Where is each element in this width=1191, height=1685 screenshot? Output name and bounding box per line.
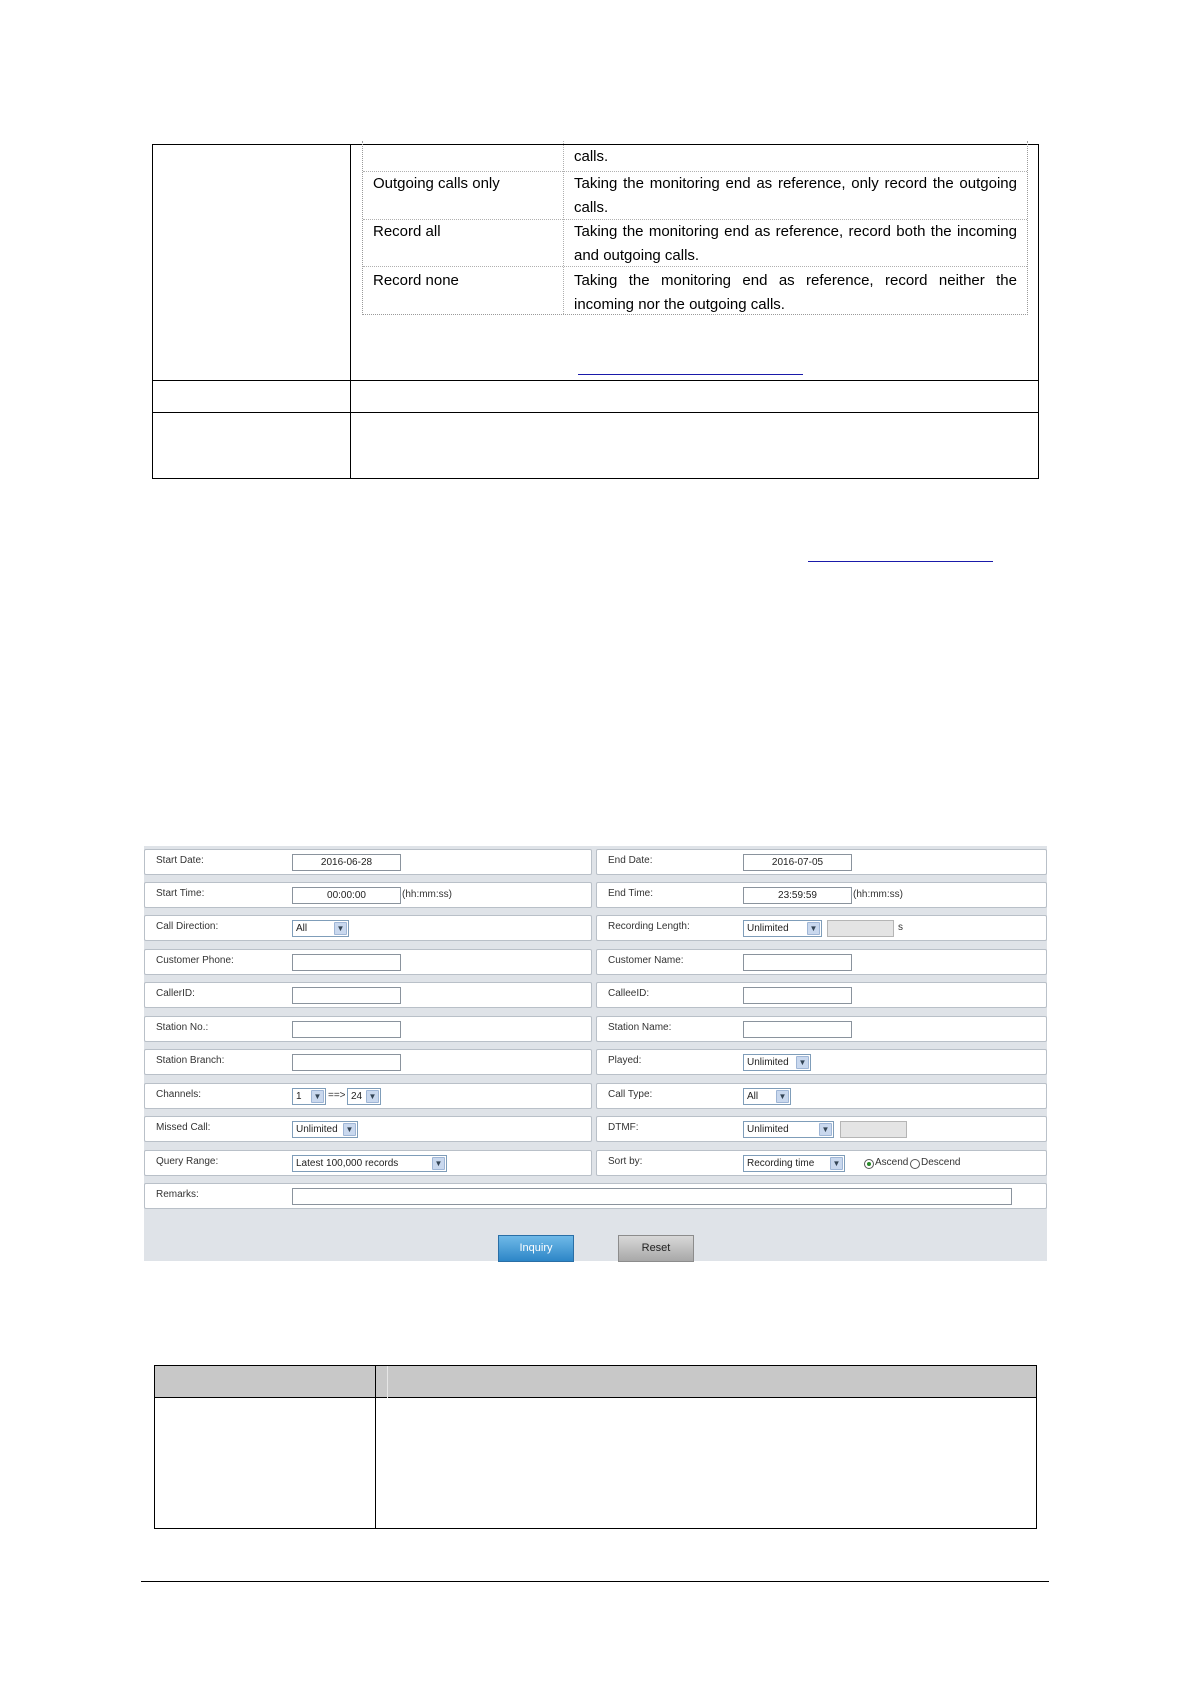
remarks-label: Remarks: xyxy=(156,1189,199,1200)
channels-label: Channels: xyxy=(156,1089,202,1100)
caller-id-label: CallerID: xyxy=(156,988,195,999)
table-row-divider xyxy=(152,412,1039,413)
form-row-right xyxy=(596,949,1047,975)
recording-length-select[interactable] xyxy=(743,920,822,937)
missed-call-label: Missed Call: xyxy=(156,1122,211,1133)
form-row-left xyxy=(144,1150,592,1176)
header-highlight-line xyxy=(387,1366,388,1398)
dtmf-value: Unlimited xyxy=(747,1124,789,1135)
form-row-left xyxy=(144,1016,592,1042)
chevron-down-icon[interactable]: ▼ xyxy=(796,1056,809,1069)
dtmf-select[interactable] xyxy=(743,1121,834,1138)
chevron-down-icon[interactable]: ▼ xyxy=(432,1157,445,1170)
end-date-input[interactable]: 2016-07-05 xyxy=(743,854,852,871)
form-row-left xyxy=(144,849,592,875)
descend-label: Descend xyxy=(921,1157,961,1168)
sort-by-value: Recording time xyxy=(747,1158,815,1169)
chevron-down-icon[interactable]: ▼ xyxy=(334,922,347,935)
dtmf-digits-input[interactable] xyxy=(840,1121,907,1138)
descend-radio[interactable] xyxy=(910,1159,920,1169)
chevron-down-icon[interactable]: ▼ xyxy=(343,1123,356,1136)
customer-phone-input[interactable] xyxy=(292,954,401,971)
recording-options-table xyxy=(362,141,1028,315)
recording-length-value: Unlimited xyxy=(747,923,789,934)
form-row-right xyxy=(596,1083,1047,1109)
call-direction-select[interactable] xyxy=(292,920,349,937)
station-branch-input[interactable] xyxy=(292,1054,401,1071)
recording-length-seconds-input[interactable] xyxy=(827,920,894,937)
station-branch-label: Station Branch: xyxy=(156,1055,225,1066)
option-outgoing-only-desc: Taking the monitoring end as reference, only record the outgoing calls. xyxy=(574,175,1017,216)
option-record-all-desc: Taking the monitoring end as reference, record both the incoming and outgoing calls. xyxy=(574,223,1017,264)
query-range-select[interactable] xyxy=(292,1155,447,1172)
start-date-input[interactable]: 2016-06-28 xyxy=(292,854,401,871)
chevron-down-icon[interactable]: ▼ xyxy=(776,1090,789,1103)
call-type-label: Call Type: xyxy=(608,1089,653,1100)
form-row-right xyxy=(596,915,1047,941)
form-row-left xyxy=(144,882,592,908)
form-row-right xyxy=(596,882,1047,908)
option-outgoing-only: Outgoing calls only xyxy=(373,175,500,192)
caller-id-input[interactable] xyxy=(292,987,401,1004)
missed-call-value: Unlimited xyxy=(296,1124,338,1135)
end-date-label: End Date: xyxy=(608,855,653,866)
option-desc-continued: calls. xyxy=(574,148,609,165)
form-row-left xyxy=(144,1116,592,1142)
form-row-right xyxy=(596,1116,1047,1142)
query-range-label: Query Range: xyxy=(156,1156,219,1167)
form-row-right xyxy=(596,982,1047,1008)
form-row-right xyxy=(596,1150,1047,1176)
hyperlink-underline[interactable] xyxy=(578,374,803,375)
start-date-label: Start Date: xyxy=(156,855,204,866)
form-row-right xyxy=(596,849,1047,875)
channels-from-value: 1 xyxy=(296,1091,302,1102)
ascend-label: Ascend xyxy=(875,1157,909,1168)
chevron-down-icon[interactable]: ▼ xyxy=(830,1157,843,1170)
sort-by-select[interactable] xyxy=(743,1155,845,1172)
option-record-none: Record none xyxy=(373,272,459,289)
inquiry-button[interactable]: Inquiry xyxy=(498,1235,574,1262)
form-row-right xyxy=(596,1016,1047,1042)
recording-length-label: Recording Length: xyxy=(608,921,690,932)
ascend-radio[interactable] xyxy=(864,1159,874,1169)
channels-to-value: 24 xyxy=(351,1091,363,1102)
hyperlink-underline[interactable] xyxy=(808,561,993,562)
played-label: Played: xyxy=(608,1055,642,1066)
start-time-label: Start Time: xyxy=(156,888,205,899)
start-time-input[interactable]: 00:00:00 xyxy=(292,887,401,904)
played-value: Unlimited xyxy=(747,1057,789,1068)
station-no-input[interactable] xyxy=(292,1021,401,1038)
chevron-down-icon[interactable]: ▼ xyxy=(819,1123,832,1136)
inner-column-divider xyxy=(563,141,564,314)
channels-to-select[interactable] xyxy=(347,1088,381,1105)
option-record-all: Record all xyxy=(373,223,441,240)
end-time-format-hint: (hh:mm:ss) xyxy=(853,889,903,900)
call-type-value: All xyxy=(747,1091,759,1102)
station-name-label: Station Name: xyxy=(608,1022,672,1033)
callee-id-label: CalleeID: xyxy=(608,988,650,999)
recording-length-unit: s xyxy=(898,922,903,933)
call-direction-label: Call Direction: xyxy=(156,921,219,932)
start-time-format-hint: (hh:mm:ss) xyxy=(402,889,452,900)
channels-from-select[interactable] xyxy=(292,1088,326,1105)
sort-by-label: Sort by: xyxy=(608,1156,643,1167)
callee-id-input[interactable] xyxy=(743,987,852,1004)
played-select[interactable] xyxy=(743,1054,811,1071)
table-column-divider xyxy=(350,144,351,479)
station-name-input[interactable] xyxy=(743,1021,852,1038)
customer-phone-label: Customer Phone: xyxy=(156,955,234,966)
form-row-left xyxy=(144,915,592,941)
missed-call-select[interactable] xyxy=(292,1121,358,1138)
form-row-full xyxy=(144,1183,1047,1209)
channels-range-arrow: ==> xyxy=(328,1090,346,1101)
customer-name-label: Customer Name: xyxy=(608,955,684,966)
customer-name-input[interactable] xyxy=(743,954,852,971)
reset-button[interactable]: Reset xyxy=(618,1235,694,1262)
chevron-down-icon[interactable]: ▼ xyxy=(311,1090,324,1103)
parameter-table xyxy=(154,1365,1037,1529)
station-no-label: Station No.: xyxy=(156,1022,209,1033)
end-time-input[interactable]: 23:59:59 xyxy=(743,887,852,904)
option-record-none-desc: Taking the monitoring end as reference, record neither the incoming nor the outgoing calls. xyxy=(574,272,1017,313)
remarks-input[interactable] xyxy=(292,1188,1012,1205)
form-row-left xyxy=(144,1083,592,1109)
end-time-label: End Time: xyxy=(608,888,654,899)
form-row-right xyxy=(596,1049,1047,1075)
call-direction-value: All xyxy=(296,923,308,934)
dtmf-label: DTMF: xyxy=(608,1122,639,1133)
query-range-value: Latest 100,000 records xyxy=(296,1158,399,1169)
chevron-down-icon[interactable]: ▼ xyxy=(366,1090,379,1103)
table-column-divider xyxy=(375,1366,376,1528)
table-row-divider xyxy=(152,380,1039,381)
form-row-left xyxy=(144,1049,592,1075)
form-row-left xyxy=(144,982,592,1008)
chevron-down-icon[interactable]: ▼ xyxy=(807,922,820,935)
form-row-left xyxy=(144,949,592,975)
call-type-select[interactable] xyxy=(743,1088,791,1105)
parameter-table-header xyxy=(155,1366,1036,1398)
page-footer-rule xyxy=(141,1581,1049,1582)
